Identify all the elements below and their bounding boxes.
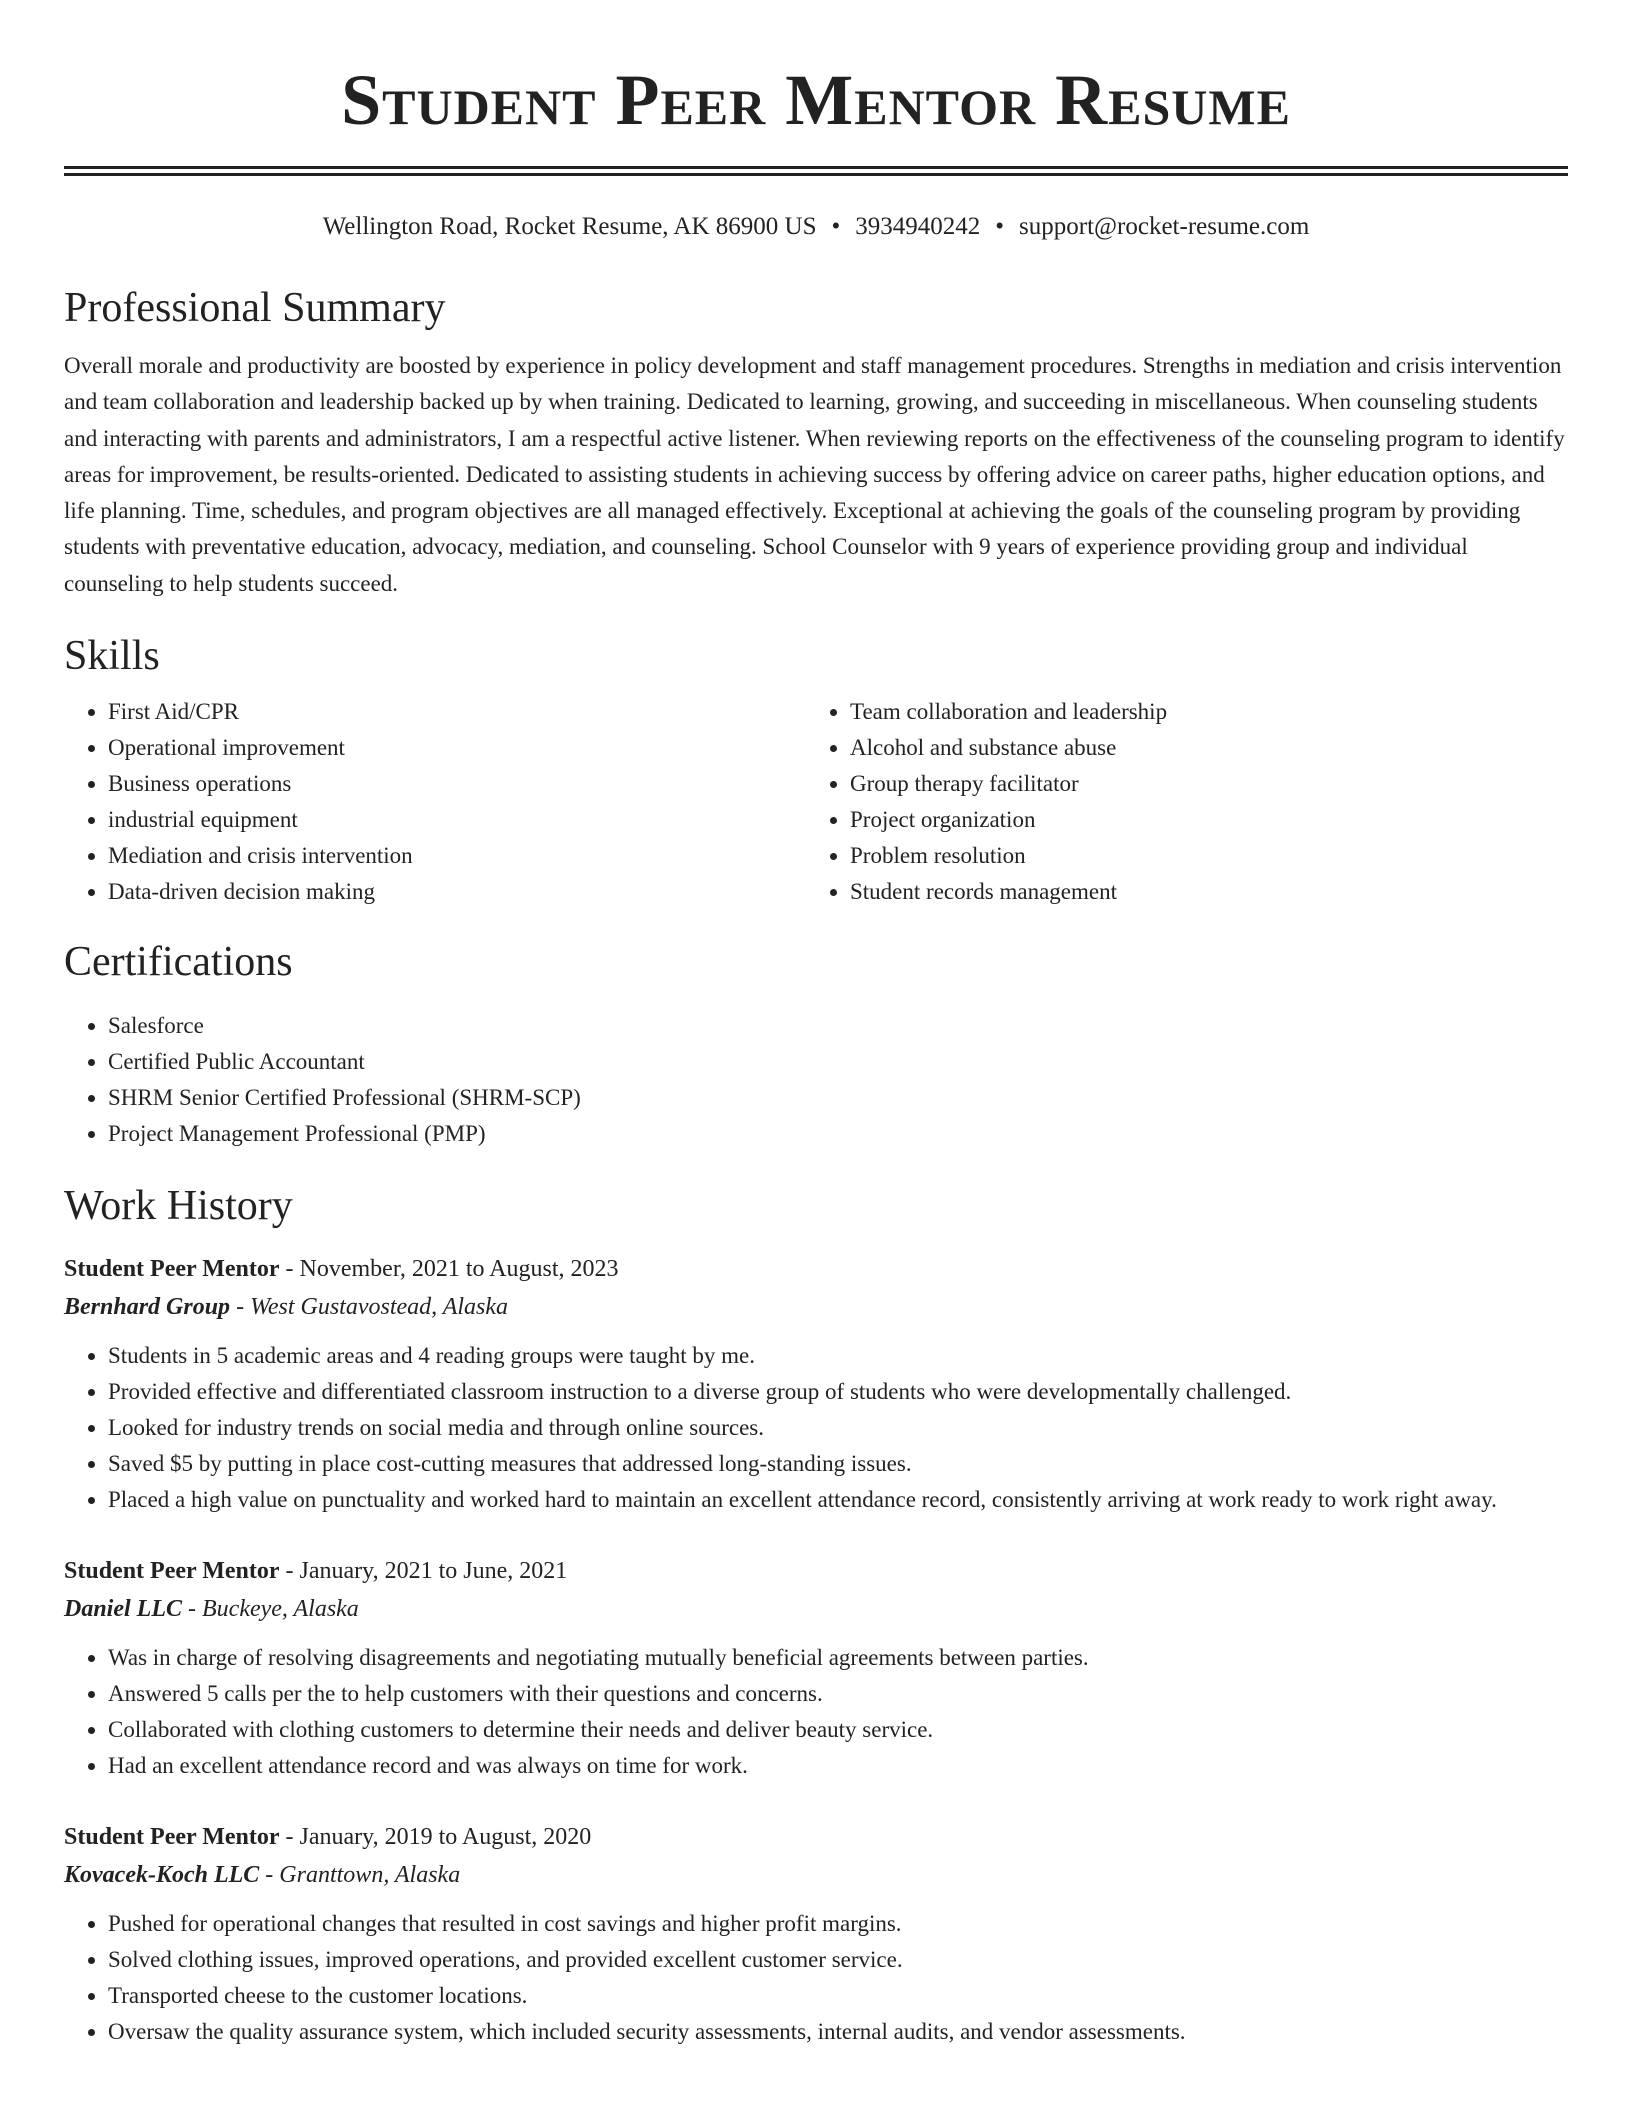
skill-item: • Team collaboration and leadership (850, 694, 1548, 730)
summary-heading: Professional Summary (64, 285, 446, 331)
job-bullet: • Was in charge of resolving disagreements and negotiating mutually beneficial agreements between parties. (108, 1640, 1568, 1676)
contact-line (64, 210, 1568, 244)
job-bullet: • Placed a high value on punctuality and worked hard to maintain an excellent attendance record, consistently arriving at work ready to work right away. (108, 1482, 1568, 1518)
skill-item: • Mediation and crisis intervention (108, 838, 806, 874)
job-bullet: • Transported cheese to the customer locations. (108, 1978, 1568, 2014)
job-bullet: • Oversaw the quality assurance system, which included security assessments, internal audits, and vendor assessments. (108, 2014, 1568, 2050)
job-dash: - (279, 1558, 300, 1585)
title-double-rule (64, 166, 1568, 176)
job-company: Daniel LLC (64, 1596, 182, 1623)
skill-item: • First Aid/CPR (108, 694, 806, 730)
job-bullets (64, 1640, 1568, 1784)
job-bullet: • Saved $5 by putting in place cost-cutting measures that addressed long-standing issues. (108, 1446, 1568, 1482)
job-bullet: • Provided effective and differentiated classroom instruction to a diverse group of students who were developmentally challenged. (108, 1374, 1568, 1410)
job-bullets (64, 1906, 1568, 2050)
job-title: Student Peer Mentor (64, 1558, 280, 1585)
resume-page (64, 0, 1568, 2050)
job-entry (64, 1552, 1568, 1784)
certification-item: • SHRM Senior Certified Professional (SHRM-SCP) (108, 1080, 1568, 1116)
certification-item: • Project Management Professional (PMP) (108, 1116, 1568, 1152)
certification-item: • Salesforce (108, 1008, 1568, 1044)
job-dash: - (182, 1596, 202, 1623)
job-bullet: • Students in 5 academic areas and 4 reading groups were taught by me. (108, 1338, 1568, 1374)
job-dash: - (279, 1256, 300, 1283)
certification-item: • Certified Public Accountant (108, 1044, 1568, 1080)
job-company: Kovacek-Koch LLC (64, 1862, 260, 1889)
skills-grid (64, 694, 1568, 910)
job-bullet: • Looked for industry trends on social media and through online sources. (108, 1410, 1568, 1446)
skill-item: • Student records management (850, 874, 1548, 910)
skills-heading: Skills (64, 633, 160, 680)
job-title: Student Peer Mentor (64, 1824, 280, 1851)
skill-item: • Business operations (108, 766, 806, 802)
summary-text: Overall morale and productivity are boosted by experience in policy development and staff management procedures. Strengths in mediation and crisis intervention and team collaboration and leadership backed up by when training. Dedicated to learning, growing, and succeeding in miscellaneous. When counseling students and interacting with parents and administrators, I am a respectful active listener. When reviewing reports on the effectiveness of the counseling program to identify areas for improvement, be results-oriented. Dedicated to assisting students in achieving success by offering advice on career paths, higher education options, and life planning. Time, schedules, and program objectives are all managed effectively. Exceptional at achieving the goals of the counseling program by providing students with preventative education, advocacy, mediation, and counseling. School Counselor with 9 years of experience providing group and individual counseling to help students succeed. (64, 353, 1565, 596)
job-location: Buckeye, Alaska (202, 1596, 359, 1623)
job-dates: November, 2021 to August, 2023 (299, 1256, 619, 1283)
certifications-heading: Certifications (64, 939, 293, 986)
job-location: West Gustavostead, Alaska (250, 1294, 509, 1321)
job-bullet: • Had an excellent attendance record and was always on time for work. (108, 1748, 1568, 1784)
job-dates: January, 2019 to August, 2020 (299, 1824, 592, 1851)
resume-title: Student Peer Mentor Resume (341, 60, 1291, 140)
job-dash: - (259, 1862, 280, 1889)
job-company: Bernhard Group (64, 1294, 231, 1321)
skills-list-right (806, 694, 1548, 910)
job-company-line (64, 1590, 1568, 1628)
job-bullets (64, 1338, 1568, 1518)
certifications-list (64, 1008, 1568, 1152)
job-location: Granttown, Alaska (279, 1862, 461, 1889)
skill-item: • Operational improvement (108, 730, 806, 766)
skills-column-left (64, 694, 806, 910)
contact-separator: • (831, 213, 841, 240)
job-title-line (64, 1818, 1568, 1856)
job-entry (64, 1818, 1568, 2050)
job-bullet: • Answered 5 calls per the to help customers with their questions and concerns. (108, 1676, 1568, 1712)
contact-address: Wellington Road, Rocket Resume, AK 86900 US (322, 213, 817, 240)
contact-email: support@rocket-resume.com (1019, 213, 1310, 240)
job-company-line (64, 1856, 1568, 1894)
skill-item: • Group therapy facilitator (850, 766, 1548, 802)
job-bullet: • Collaborated with clothing customers to determine their needs and deliver beauty service. (108, 1712, 1568, 1748)
skill-item: • Project organization (850, 802, 1548, 838)
job-dash: - (279, 1824, 300, 1851)
job-entry (64, 1250, 1568, 1518)
contact-separator: • (995, 213, 1005, 240)
job-dash: - (230, 1294, 251, 1321)
job-bullet: • Pushed for operational changes that resulted in cost savings and higher profit margins. (108, 1906, 1568, 1942)
skill-item: • industrial equipment (108, 802, 806, 838)
contact-phone: 3934940242 (855, 213, 981, 240)
skill-item: • Problem resolution (850, 838, 1548, 874)
skill-item: • Alcohol and substance abuse (850, 730, 1548, 766)
skills-column-right (806, 694, 1548, 910)
job-bullet: • Solved clothing issues, improved operations, and provided excellent customer service. (108, 1942, 1568, 1978)
job-dates: January, 2021 to June, 2021 (299, 1558, 568, 1585)
job-title-line (64, 1250, 1568, 1288)
job-company-line (64, 1288, 1568, 1326)
job-title: Student Peer Mentor (64, 1256, 280, 1283)
skills-list-left (64, 694, 806, 910)
skill-item: • Data-driven decision making (108, 874, 806, 910)
job-title-line (64, 1552, 1568, 1590)
work-history-heading: Work History (64, 1183, 293, 1230)
